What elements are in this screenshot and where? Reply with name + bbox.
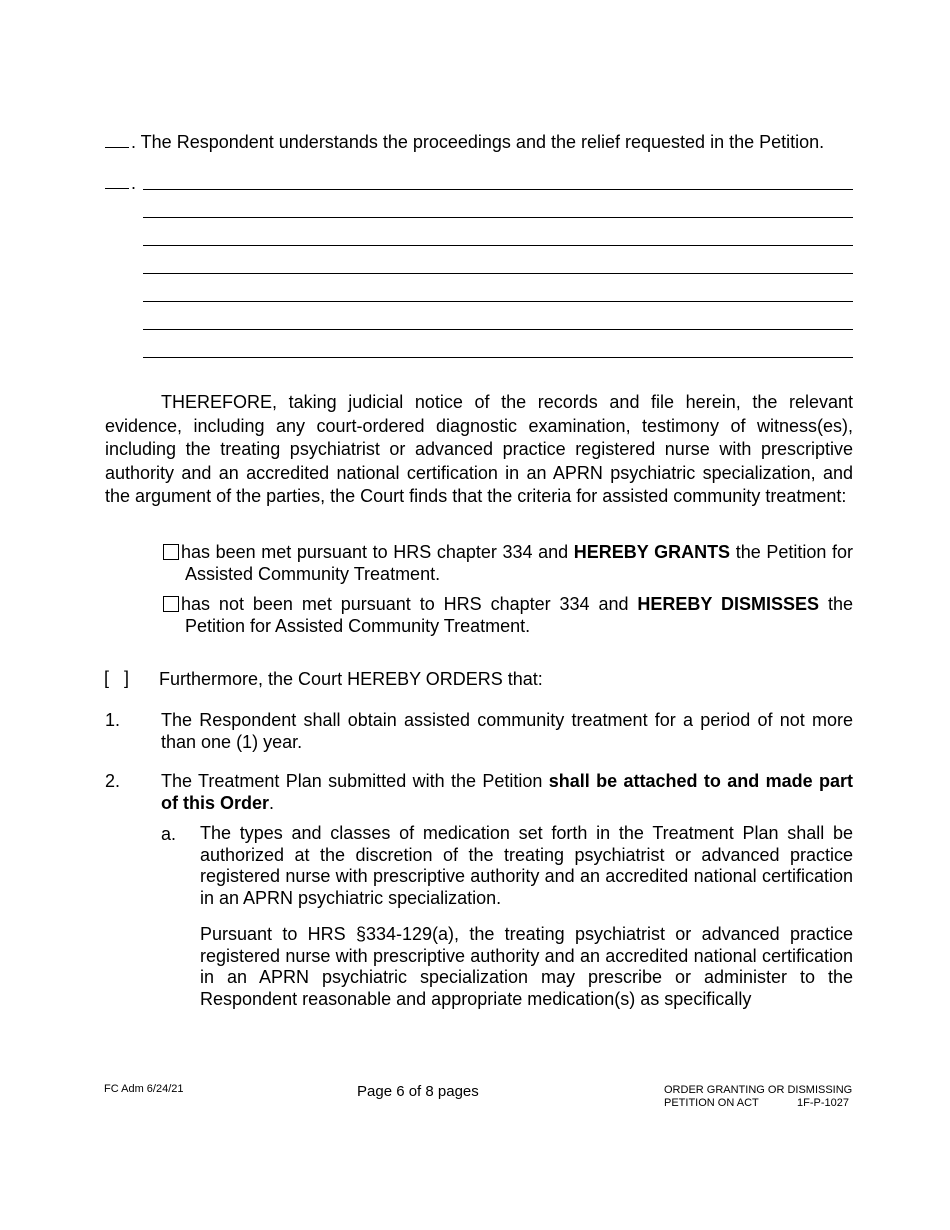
option-grants-post: the Petition for Assisted Community Treatment. bbox=[185, 542, 853, 584]
option-dismisses-text: has not been met pursuant to HRS chapter 334 and bbox=[181, 594, 638, 614]
footer-form-revision: FC Adm 6/24/21 bbox=[104, 1083, 184, 1095]
option-dismisses-bold: HEREBY DISMISSES bbox=[637, 594, 820, 614]
therefore-paragraph: THEREFORE, taking judicial notice of the records and file herein, the relevant evidence, including any court-ordered diagnostic examination, testimony of witness(es), including the treating psychiatrist or advanced practice registered nurse with prescriptive authority and an accredited national certification in an APRN psychiatric specialization, and the argument of the parties, the Court finds that the criteria for assisted community treatment: bbox=[105, 392, 853, 506]
write-in-line[interactable] bbox=[143, 301, 853, 302]
option-dismisses bbox=[163, 593, 853, 637]
finding-other-punct: . bbox=[131, 173, 137, 193]
write-in-line[interactable] bbox=[143, 245, 853, 246]
order-item-2-bold: shall be attached to and made part of this Order bbox=[161, 771, 853, 813]
footer-title-line1: ORDER GRANTING OR DISMISSING bbox=[664, 1084, 853, 1096]
finding-text: . The Respondent understands the proceedings and the relief requested in the Petition. bbox=[131, 132, 825, 152]
dismiss-checkbox[interactable] bbox=[163, 596, 179, 612]
order-item-2 bbox=[161, 770, 853, 814]
orders-intro: Furthermore, the Court HEREBY ORDERS that: bbox=[159, 669, 543, 689]
finding-understands bbox=[105, 131, 855, 153]
write-in-line[interactable] bbox=[143, 189, 853, 190]
grant-checkbox[interactable] bbox=[163, 544, 179, 560]
order-item-2-text: The Treatment Plan submitted with the Petition bbox=[161, 771, 549, 791]
option-grants-text: has been met pursuant to HRS chapter 334 and bbox=[181, 542, 574, 562]
option-grants-bold: HEREBY GRANTS bbox=[573, 542, 731, 562]
order-item-2a: The types and classes of medication set forth in the Treatment Plan shall be authorized at the discretion of the treating psychiatrist or advanced practice registered nurse with prescriptive authority and an accredited national certification in an APRN psychiatric specialization. bbox=[200, 823, 853, 909]
order-item-2-post: . bbox=[269, 793, 275, 813]
option-dismisses-post: the Petition for Assisted Community Treatment. bbox=[185, 594, 853, 636]
order-item-2a-pursuant: Pursuant to HRS §334-129(a), the treating psychiatrist or advanced practice registered nurse with prescriptive authority and an accredited national certification in an APRN psychiatric specialization may prescribe or administer to the Respondent reasonable and appropriate medication(s) as specifically bbox=[200, 924, 853, 1010]
write-in-line[interactable] bbox=[143, 273, 853, 274]
orders-bracket-checkbox[interactable]: [ ] bbox=[104, 668, 130, 688]
order-number-2: 2. bbox=[105, 771, 121, 791]
finding-other-blank[interactable] bbox=[105, 174, 129, 189]
order-item-1: The Respondent shall obtain assisted community treatment for a period of not more than one (1) year. bbox=[161, 710, 853, 752]
footer-page-number: Page 6 of 8 pages bbox=[357, 1083, 479, 1100]
order-letter-a: a. bbox=[161, 824, 177, 844]
order-number-1: 1. bbox=[105, 710, 121, 730]
write-in-line[interactable] bbox=[143, 217, 853, 218]
write-in-line[interactable] bbox=[143, 329, 853, 330]
write-in-line[interactable] bbox=[143, 357, 853, 358]
footer-title-line2: PETITION ON ACT bbox=[664, 1097, 759, 1109]
option-grants bbox=[163, 541, 853, 585]
footer-form-number: 1F-P-1027 bbox=[797, 1097, 849, 1109]
finding-blank[interactable] bbox=[105, 133, 129, 148]
finding-other bbox=[105, 172, 136, 194]
